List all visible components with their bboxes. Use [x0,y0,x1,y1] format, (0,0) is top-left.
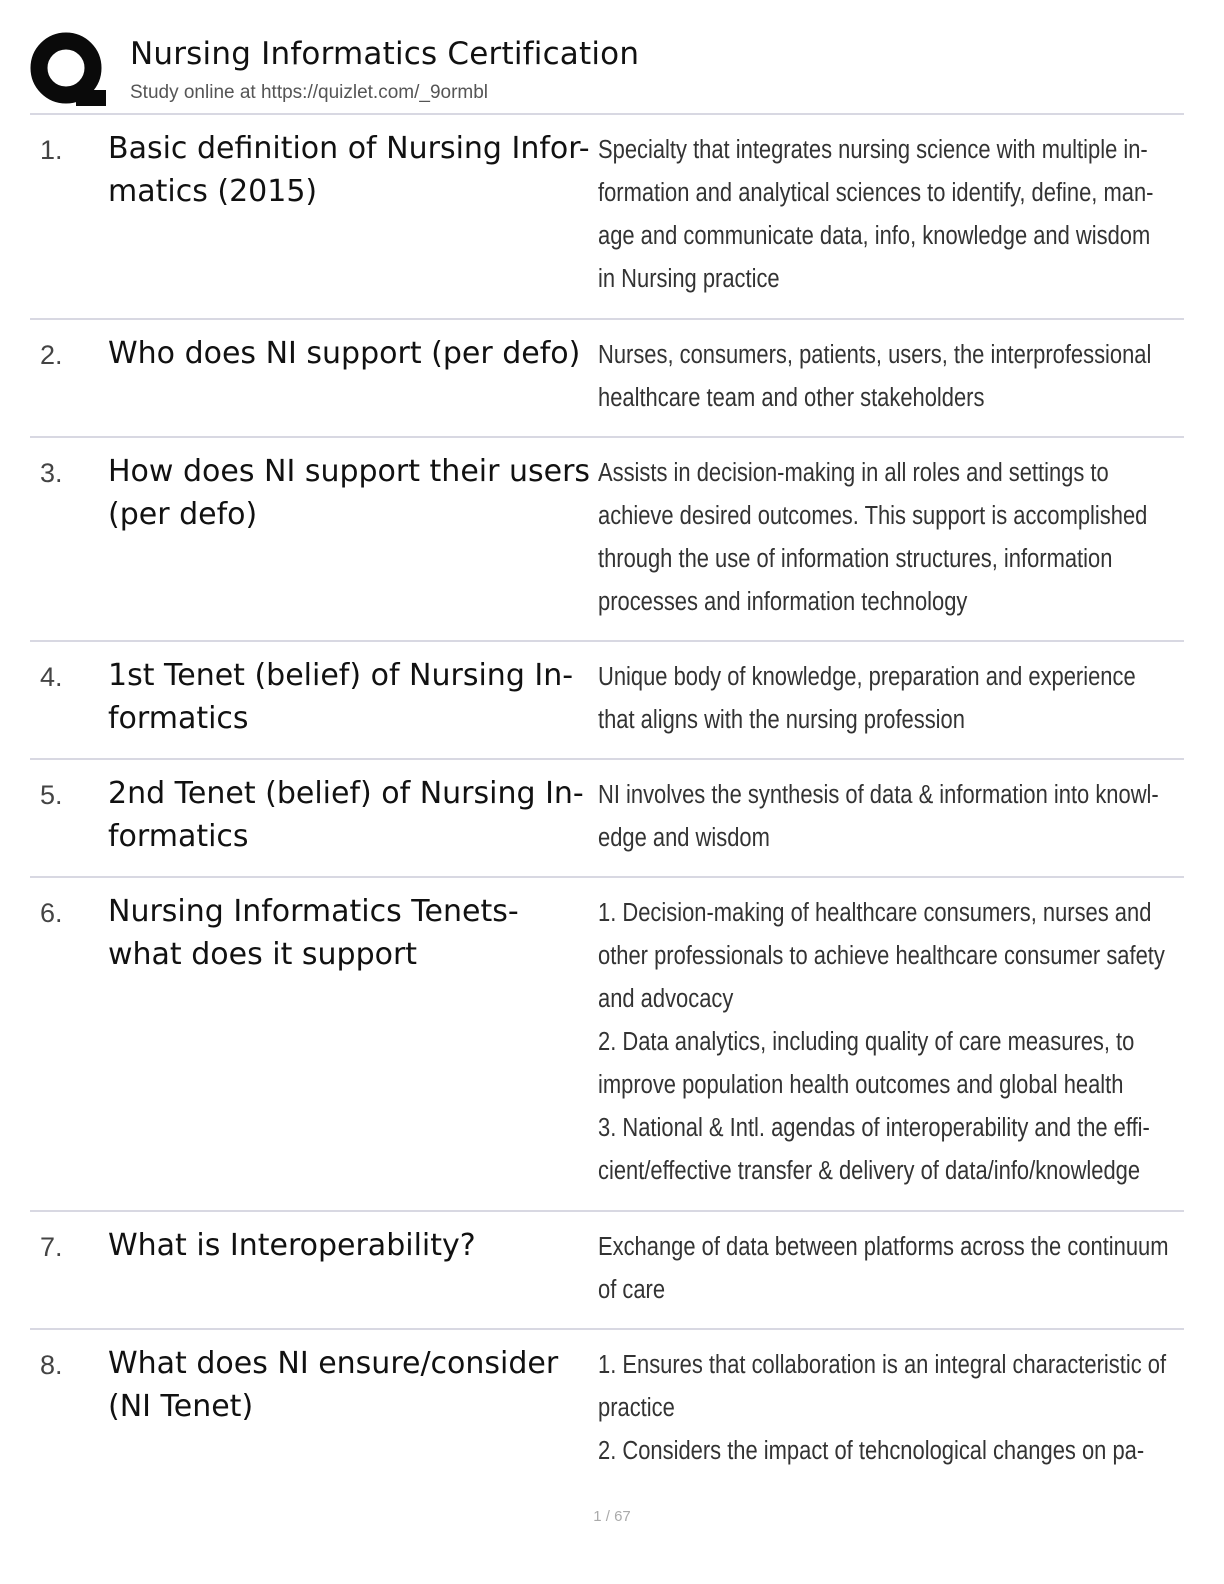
definition-line: achieve desired outcomes. This support is accomplished [598,502,1148,530]
card-term: 2nd Tenet (belief) of Nursing In- formatics [108,776,584,854]
card-number: 8. [40,1350,63,1380]
card-definition [598,1226,1183,1312]
header-divider [30,113,1184,115]
page-header [30,28,1184,114]
card-number: 7. [40,1232,63,1262]
card-definition [598,334,1183,420]
card-divider [30,318,1184,320]
definition-line: improve population health outcomes and global health [598,1071,1124,1099]
card-definition [598,774,1183,860]
definition-line: processes and information technology [598,588,968,616]
card-divider [30,758,1184,760]
definition-line: in Nursing practice [598,265,780,293]
card-definition [598,129,1183,301]
definition-line: of care [598,1276,666,1304]
card-divider [30,1328,1184,1330]
card-definition [598,1344,1183,1473]
definition-line: Unique body of knowledge, preparation and experience [598,663,1136,691]
card-number: 4. [40,662,63,692]
card-definition [598,892,1183,1193]
definition-line: through the use of information structures, information [598,545,1113,573]
card-divider [30,640,1184,642]
card-number: 6. [40,898,63,928]
definition-line: NI involves the synthesis of data & information into knowl- [598,781,1159,809]
card-term: What does NI ensure/consider (NI Tenet) [108,1346,559,1424]
definition-line: other professionals to achieve healthcare consumer safety [598,942,1165,970]
definition-line: Assists in decision-making in all roles and settings to [598,459,1109,487]
definition-line: Nurses, consumers, patients, users, the interprofessional [598,341,1152,369]
card-term: 1st Tenet (belief) of Nursing In- formatics [108,658,574,736]
definition-line: 2. Data analytics, including quality of care measures, to [598,1028,1135,1056]
definition-line: formation and analytical sciences to identify, define, man- [598,179,1154,207]
definition-line: Specialty that integrates nursing science with multiple in- [598,136,1148,164]
document-title: Nursing Informatics Certification [130,36,640,72]
card-definition [598,656,1183,742]
definition-line: 3. National & Intl. agendas of interoperability and the effi- [598,1114,1150,1142]
card-number: 3. [40,458,63,488]
definition-line: 1. Decision-making of healthcare consumers, nurses and [598,899,1152,927]
card-term: Who does NI support (per defo) [108,336,581,371]
definition-line: Exchange of data between platforms across the continuum [598,1233,1169,1261]
page-number: 1 / 67 [593,1508,631,1525]
card-number: 1. [40,135,63,165]
definition-line: age and communicate data, info, knowledge and wisdom [598,222,1151,250]
card-term: What is Interoperability? [108,1228,476,1263]
definition-line: and advocacy [598,985,734,1013]
card-divider [30,436,1184,438]
definition-line: 2. Considers the impact of tehcnological changes on pa- [598,1437,1145,1465]
card-divider [30,876,1184,878]
definition-line: edge and wisdom [598,824,770,852]
definition-line: that aligns with the nursing profession [598,706,965,734]
quizlet-q-logo-icon [30,30,110,110]
card-number: 2. [40,340,63,370]
card-term: Nursing Informatics Tenets- what does it support [108,894,519,972]
definition-line: practice [598,1394,675,1422]
card-number: 5. [40,780,63,810]
definition-line: healthcare team and other stakeholders [598,384,985,412]
card-term: Basic definition of Nursing Infor- matics (2015) [108,131,590,209]
card-definition [598,452,1183,624]
definition-line: cient/effective transfer & delivery of data/info/knowledge [598,1157,1141,1185]
study-online-link[interactable]: Study online at https://quizlet.com/_9ormbl [130,82,489,103]
card-divider [30,1210,1184,1212]
definition-line: 1. Ensures that collaboration is an integral characteristic of [598,1351,1167,1379]
card-term: How does NI support their users (per defo) [108,454,591,532]
